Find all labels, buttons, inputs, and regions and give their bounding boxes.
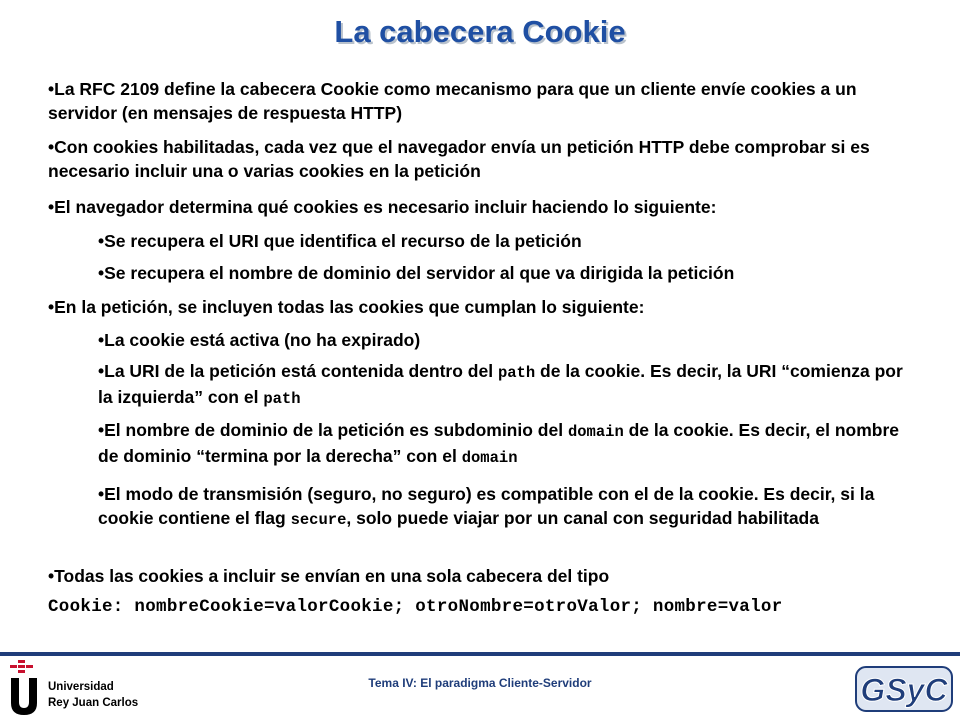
code-secure: secure — [290, 511, 347, 529]
code-domain: domain — [567, 423, 624, 441]
bullet-habilitadas: •Con cookies habilitadas, cada vez que el navegador envía un petición HTTP debe comprobar si es necesario incluir una o varias cookies en la petición — [48, 137, 870, 181]
gsyc-logo — [855, 663, 953, 720]
code-path: path — [497, 364, 536, 382]
urjc-line1: Universidad — [48, 681, 114, 693]
footer-divider — [0, 652, 960, 656]
bullet-una-cabecera: •Todas las cookies a incluir se envían en una sola cabecera del tipo — [48, 566, 610, 586]
sub-bullet-activa: •La cookie está activa (no ha expirado) — [98, 330, 421, 350]
code-domain-2: domain — [461, 449, 518, 467]
footer-topic: Tema IV: El paradigma Cliente-Servidor — [368, 676, 592, 690]
bullet-navegador: •El navegador determina qué cookies es necesario incluir haciendo lo siguiente: — [48, 197, 717, 217]
sub-bullet-domain: •El nombre de dominio de la petición es subdominio del domain de la cookie. Es decir, el nombre de dominio “termina por la derecha” con el domain — [98, 420, 899, 467]
bullet-peticion: •En la petición, se incluyen todas las cookies que cumplan lo siguiente: — [48, 297, 645, 317]
gsyc-logo-icon — [855, 663, 953, 715]
sub-bullet-secure: •El modo de transmisión (seguro, no seguro) es compatible con el de la cookie. Es decir, si la cookie contiene el flag secure, solo puede viajar por un canal con seguridad habilitada — [98, 484, 875, 529]
urjc-emblem-icon — [8, 658, 42, 716]
bullet-rfc: •La RFC 2109 define la cabecera Cookie como mecanismo para que un cliente envíe cookies a un servidor (en mensajes de respuesta HTTP) — [48, 79, 857, 123]
cookie-header-example: Cookie: nombreCookie=valorCookie; otroNombre=otroValor; nombre=valor — [48, 597, 783, 617]
svg-text:GSyC: GSyC — [860, 672, 948, 708]
urjc-logo — [8, 658, 148, 718]
code-path-2: path — [263, 390, 301, 408]
slide-title: La cabecera Cookie — [334, 14, 626, 49]
sub-bullet-dominio: •Se recupera el nombre de dominio del servidor al que va dirigida la petición — [98, 263, 735, 283]
sub-bullet-path: •La URI de la petición está contenida dentro del path de la cookie. Es decir, la URI “comienza por la izquierda” con el path — [98, 361, 903, 408]
sub-bullet-uri: •Se recupera el URI que identifica el recurso de la petición — [98, 231, 582, 251]
urjc-line2: Rey Juan Carlos — [48, 697, 139, 709]
